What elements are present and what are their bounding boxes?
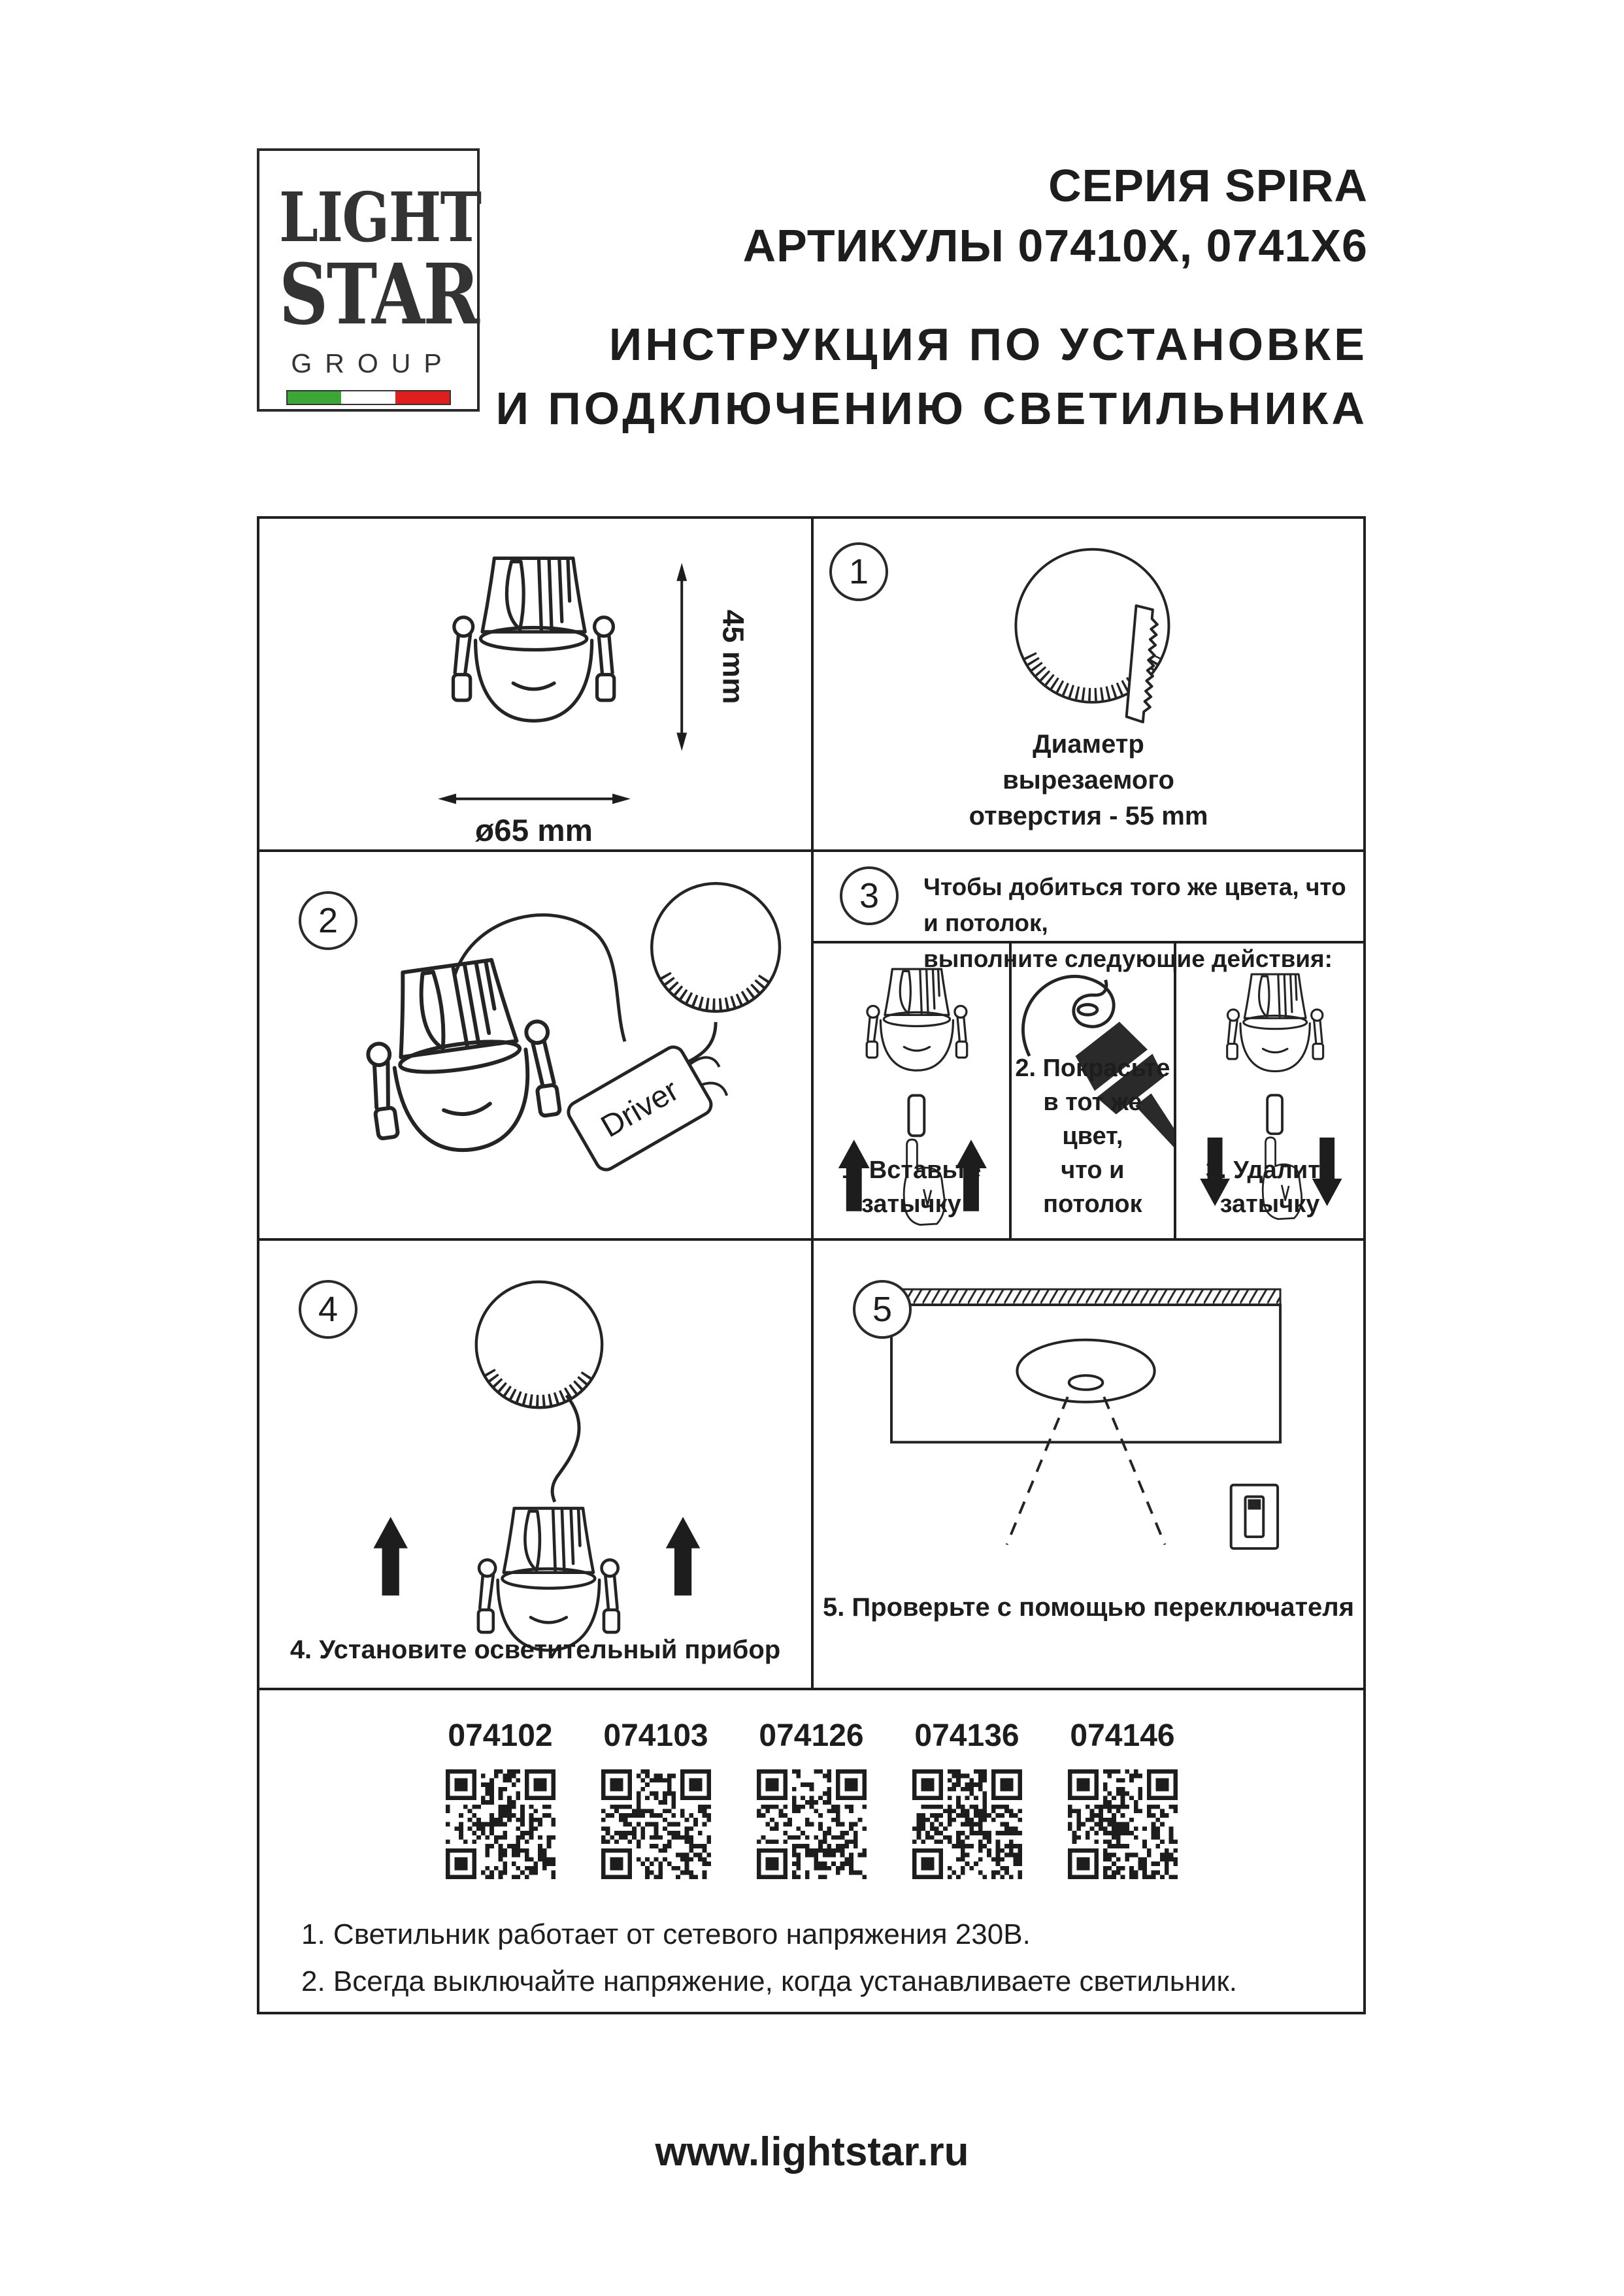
light-switch-icon	[1231, 1485, 1278, 1549]
step5-number: 5	[872, 1290, 893, 1329]
qr-code	[446, 1769, 555, 1879]
step5-caption: 5. Проверьте с помощью переключателя	[822, 1593, 1355, 1622]
article-number: 074126	[759, 1718, 864, 1753]
logo-group-text: GROUP	[291, 348, 455, 378]
qr-section	[259, 1690, 1363, 2012]
lightstar-logo	[257, 148, 480, 412]
step3-sub1-caption: 1. Вставьте затычку	[841, 1156, 982, 1218]
step3-sub2-caption-line2: в тот же цвет,	[1043, 1089, 1142, 1150]
step1-caption-line2: вырезаемого	[1003, 766, 1174, 795]
italy-flag-icon	[286, 390, 451, 405]
qr-code	[912, 1769, 1022, 1879]
logo-star-text: STAR	[278, 246, 478, 343]
step3-sub3-caption: 3. Удалите затычку	[1206, 1156, 1334, 1218]
main-table	[257, 516, 1366, 2014]
up-arrow-icon	[666, 1517, 700, 1596]
step1-caption-line3: отверстия - 55 mm	[969, 802, 1208, 830]
instruction-title-line2: И ПОДКЛЮЧЕНИЮ СВЕТИЛЬНИКА	[495, 383, 1368, 434]
table-row-2	[259, 852, 1363, 1241]
qr-item	[912, 1718, 1022, 1879]
articles-title: АРТИКУЛЫ 07410X, 0741X6	[742, 220, 1368, 271]
qr-item	[446, 1718, 555, 1879]
panel-step1	[814, 519, 1363, 849]
article-number: 074136	[914, 1718, 1019, 1753]
step4-badge	[299, 1280, 357, 1339]
ceiling-hole-icon	[476, 1282, 602, 1407]
qr-code	[757, 1769, 867, 1879]
flag-green-stripe	[288, 391, 342, 404]
footer-website: www.lightstar.ru	[655, 2129, 969, 2174]
step4-number: 4	[318, 1290, 339, 1329]
notes	[301, 1911, 1237, 2005]
article-number: 074102	[448, 1718, 553, 1753]
step1-caption	[814, 727, 1363, 834]
step3-sub3-panel	[1176, 943, 1363, 1238]
article-number: 074103	[603, 1718, 708, 1753]
dim-height-label: 45 mm	[716, 610, 750, 704]
qr-item	[601, 1718, 711, 1879]
step3-sub2-panel	[1012, 943, 1176, 1238]
panel-dimensions	[259, 519, 814, 849]
up-arrow-icon	[373, 1517, 407, 1596]
plug-icon	[1267, 1095, 1282, 1134]
panel-step5	[814, 1241, 1363, 1688]
flag-red-stripe	[395, 391, 450, 404]
step3-sub2-caption-line1: 2. Покрасьте	[1015, 1055, 1170, 1082]
saw-blade-icon	[1126, 606, 1159, 723]
dim-diameter-label: ø65 mm	[475, 813, 593, 849]
qr-item	[757, 1718, 867, 1879]
step3-header-line2: выполните следующие действия:	[923, 945, 1333, 972]
step1-badge	[829, 542, 888, 601]
plug-icon	[908, 1095, 924, 1136]
step4-caption: 4. Установите осветительный прибор	[290, 1635, 781, 1664]
driver-label: Driver	[595, 1072, 685, 1145]
table-row-3	[259, 1241, 1363, 1690]
step3-badge	[840, 866, 899, 925]
article-number: 074146	[1070, 1718, 1175, 1753]
table-row-1	[259, 519, 1363, 852]
step3-sub2-caption	[1012, 1051, 1174, 1221]
qr-code	[601, 1769, 711, 1879]
light-beam	[1007, 1397, 1165, 1545]
step1-number: 1	[848, 552, 869, 591]
header	[496, 156, 1368, 440]
logo-light-text: LIGHT	[278, 177, 481, 257]
ceiling-hatch	[891, 1289, 1280, 1305]
step3-number: 3	[859, 876, 880, 915]
ceiling-section	[891, 1305, 1280, 1442]
driver-box	[565, 1031, 737, 1173]
flag-white-stripe	[341, 391, 395, 404]
fixture-dimension-drawing	[259, 519, 811, 849]
step3-sub1-panel	[814, 943, 1012, 1238]
panel-step4	[259, 1241, 814, 1688]
step1-caption-line1: Диаметр	[1033, 730, 1144, 759]
instruction-title-line1: ИНСТРУКЦИЯ ПО УСТАНОВКЕ	[608, 319, 1368, 370]
step5-badge	[853, 1280, 912, 1339]
step2-number: 2	[318, 901, 339, 940]
note-line: 2. Всегда выключайте напряжение, когда устанавливаете светильник.	[301, 1965, 1238, 1997]
step3-sub2-caption-line3: что и потолок	[1043, 1156, 1142, 1218]
step3-header-line1: Чтобы добиться того же цвета, что и потолок,	[923, 874, 1346, 936]
series-title: СЕРИЯ SPIRA	[1048, 160, 1368, 211]
panel-step3	[814, 852, 1363, 1238]
step2-badge	[299, 891, 357, 950]
panel-step2	[259, 852, 814, 1238]
qr-item	[1068, 1718, 1178, 1879]
note-line: 1. Светильник работает от сетевого напряжения 230В.	[301, 1918, 1031, 1950]
qr-code	[1068, 1769, 1178, 1879]
instruction-title	[496, 312, 1368, 440]
ceiling-hole-icon	[652, 883, 780, 1011]
step3-header	[814, 852, 1363, 972]
